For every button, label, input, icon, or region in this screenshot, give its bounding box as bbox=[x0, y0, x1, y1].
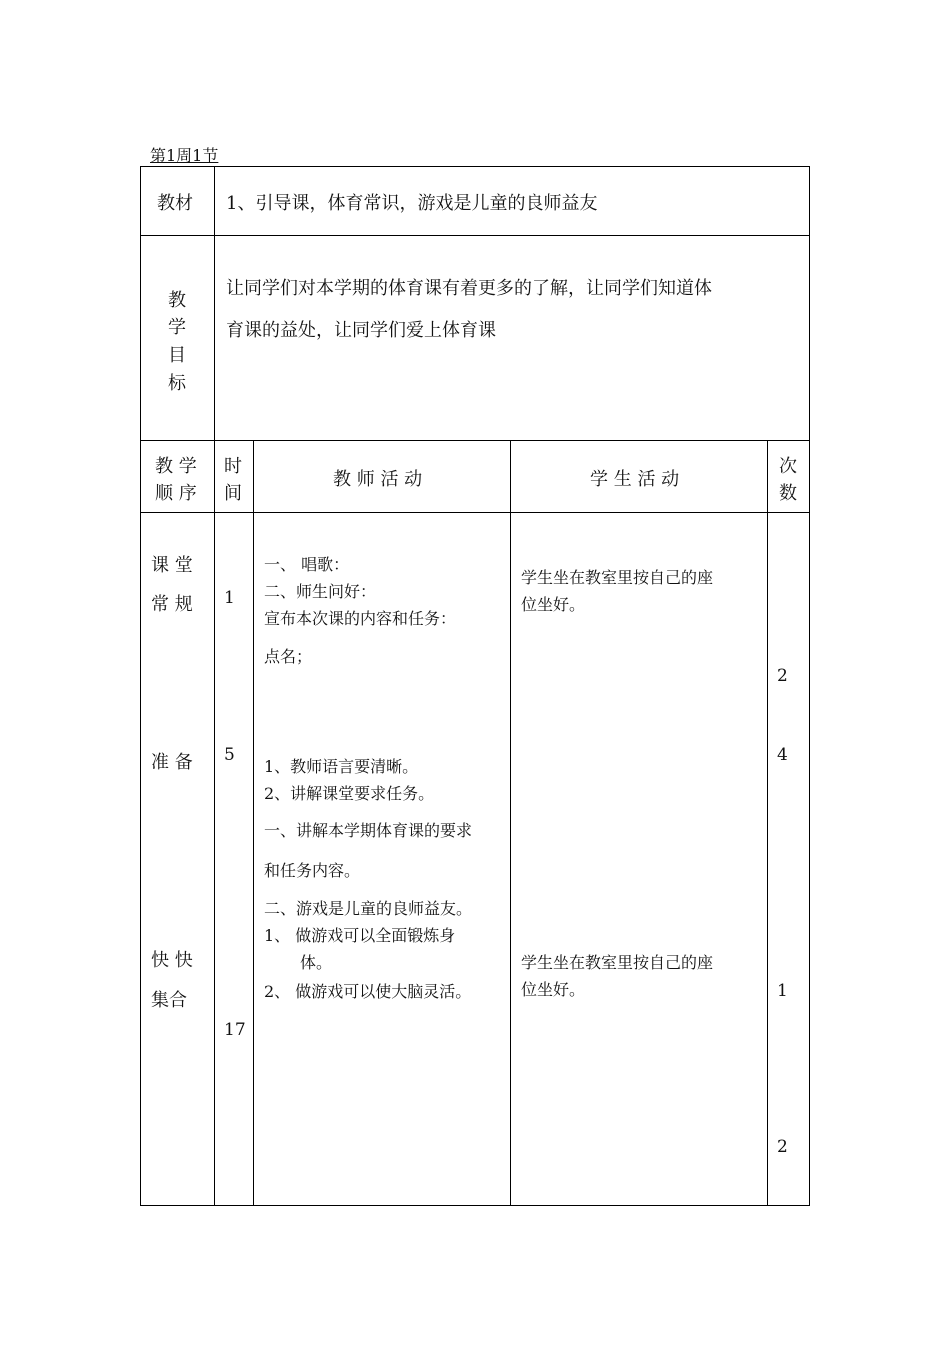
header-student: 学 生 活 动 bbox=[590, 469, 680, 490]
goal-label-char: 学 bbox=[168, 317, 186, 338]
teacher-activity-line: 二、游戏是儿童的良师益友。 bbox=[264, 899, 473, 918]
teacher-activity-line: 一、讲解本学期体育课的要求 bbox=[264, 821, 473, 840]
teacher-activity-line: 宣布本次课的内容和任务： bbox=[264, 609, 457, 628]
student-activity-line: 位坐好。 bbox=[521, 595, 586, 614]
header-count: 数 bbox=[779, 483, 797, 504]
column-divider bbox=[253, 440, 254, 1206]
header-teacher: 教 师 活 动 bbox=[333, 469, 423, 490]
section-routine: 常 规 bbox=[151, 594, 193, 615]
header-time: 间 bbox=[224, 483, 242, 504]
teacher-activity-line: 一、 唱歌： bbox=[264, 555, 350, 574]
goal-text: 让同学们对本学期的体育课有着更多的了解，让同学们知道体 bbox=[226, 278, 712, 299]
time-value: 17 bbox=[224, 1020, 246, 1040]
row-divider bbox=[140, 512, 810, 513]
section-prepare: 准 备 bbox=[151, 752, 193, 773]
teacher-activity-line: 1、 做游戏可以全面锻炼身 bbox=[264, 926, 456, 945]
count-value: 4 bbox=[777, 745, 788, 765]
teacher-activity-line: 1、教师语言要清晰。 bbox=[264, 757, 419, 776]
teacher-activity-line: 2、讲解课堂要求任务。 bbox=[264, 784, 435, 803]
header-order: 顺 序 bbox=[155, 483, 197, 504]
goal-text: 育课的益处，让同学们爱上体育课 bbox=[226, 320, 496, 341]
student-activity-line: 学生坐在教室里按自己的座 bbox=[521, 568, 714, 587]
week-label: 第1周1节 bbox=[150, 146, 219, 165]
student-activity-line: 位坐好。 bbox=[521, 980, 586, 999]
goal-label-char: 标 bbox=[168, 373, 186, 394]
goal-label-char: 教 bbox=[168, 290, 186, 311]
row-divider bbox=[140, 235, 810, 236]
teacher-activity-line: 体。 bbox=[300, 953, 333, 972]
count-value: 2 bbox=[777, 1137, 788, 1157]
header-count: 次 bbox=[779, 456, 797, 477]
time-value: 5 bbox=[224, 745, 235, 765]
teacher-activity-line: 2、 做游戏可以使大脑灵活。 bbox=[264, 982, 472, 1001]
student-activity-line: 学生坐在教室里按自己的座 bbox=[521, 953, 714, 972]
material-value: 1、引导课，体育常识，游戏是儿童的良师益友 bbox=[226, 193, 598, 214]
section-assemble: 快 快 bbox=[151, 950, 193, 971]
row-divider bbox=[140, 440, 810, 441]
table-border-top bbox=[140, 166, 810, 167]
teacher-activity-line: 点名； bbox=[264, 647, 313, 666]
table-border-left bbox=[140, 166, 141, 1206]
header-order: 教 学 bbox=[155, 456, 197, 477]
teacher-activity-line: 和任务内容。 bbox=[264, 861, 361, 880]
column-divider bbox=[214, 166, 215, 1206]
column-divider bbox=[510, 440, 511, 1206]
column-divider bbox=[767, 440, 768, 1206]
section-routine: 课 堂 bbox=[151, 555, 193, 576]
goal-label-char: 目 bbox=[168, 345, 186, 366]
header-time: 时 bbox=[224, 456, 242, 477]
section-assemble: 集合 bbox=[151, 990, 187, 1011]
count-value: 2 bbox=[777, 666, 788, 686]
count-value: 1 bbox=[777, 981, 788, 1001]
material-label: 教材 bbox=[157, 193, 193, 214]
time-value: 1 bbox=[224, 588, 235, 608]
table-border-bottom bbox=[140, 1205, 810, 1206]
teacher-activity-line: 二、师生问好： bbox=[264, 582, 377, 601]
table-border-right bbox=[809, 166, 810, 1206]
